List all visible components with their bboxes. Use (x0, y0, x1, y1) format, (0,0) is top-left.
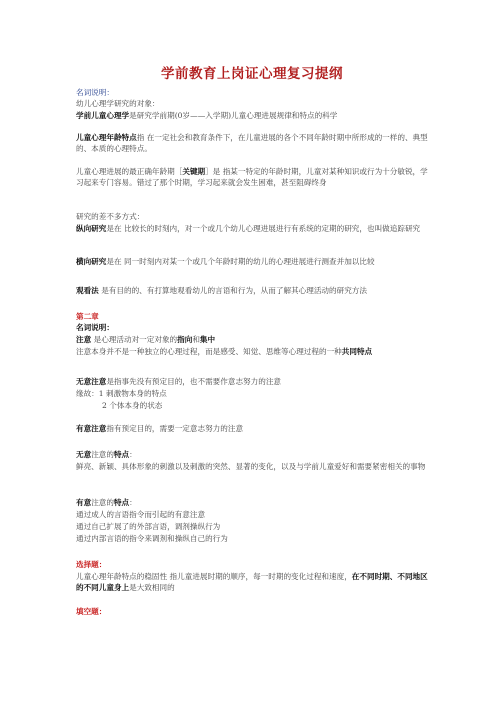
cross-sectional-definition: 横向研究是在 同一时刻内对某一个或几个年龄时期的幼儿的心理进展进行测查并加以比较 (76, 257, 375, 266)
longitudinal-definition: 纵向研究是在 比较长的时刻内，对一个或几个幼儿心理进展进行有系统的定期的研究，也叫做追踪研究 (76, 224, 421, 233)
choice-questions-heading: 选择题： (76, 560, 107, 569)
attention-note: 注意本身并不是一种独立的心理过程，而是感受、知觉、思维等心理过程的一种共同特点 (76, 347, 373, 356)
choice-question-text: 儿童心理年龄特点的稳固性 指儿童进展时期的顺序，每一时期的变化过程和速度，在不同时期、不同地区的不同儿童身上是大致相同的 (76, 572, 428, 592)
unintentional-features-text: 鲜亮、新颖、具体形象的刺激以及刺激的突然、显著的变化，以及与学前儿童爱好和需要紧密相关的事物 (76, 462, 426, 471)
research-object-line: 幼儿心理学研究的对象： (76, 99, 160, 108)
cause-line-1: 缘故：1 刺激物本身的特点 (76, 389, 167, 398)
chapter-2-heading: 第二章 (76, 312, 99, 321)
fill-in-heading: 填空题： (76, 607, 107, 616)
age-characteristics-definition: 儿童心理年龄特点指 在一定社会和教育条件下，在儿童进展的各个不同年龄时期中所形成的一样的、典型的、本质的心理特点。 (76, 133, 428, 153)
attention-definition: 注意 是心理活动对一定对象的指向和集中 (76, 335, 216, 344)
research-methods-heading: 研究的差不多方式： (76, 212, 145, 221)
preschool-psych-definition: 学前儿童心理学是研究学前期(0岁——入学期)儿童心理进展规律和特点的科学 (76, 111, 338, 120)
intentional-features-heading: 有意注意的特点： (76, 498, 137, 507)
intentional-feature-2: 通过自己扩展了的外部言语，调剂操纵行为 (76, 522, 221, 531)
critical-period-definition: 儿童心理进展的最正确年龄期［关键期］是 指某一特定的年龄时期，儿童对某种知识或行为十分敏锐，学习起来专门容易。错过了那个时期，学习起来就会发生困难，甚至阻碍终身 (76, 167, 428, 187)
unintentional-attention-definition: 无意注意是指事先没有预定目的，也不需要作意志努力的注意 (76, 377, 282, 386)
section-heading: 名词说明： (76, 88, 114, 97)
intentional-feature-3: 通过内部言语的指令来调剂和操纵自己的行为 (76, 534, 228, 543)
cause-line-2: 2 个体本身的状态 (102, 401, 163, 410)
unintentional-features-heading: 无意注意的特点： (76, 450, 137, 459)
intentional-feature-1: 通过成人的言语指令而引起的有意注意 (76, 510, 206, 519)
document-title: 学前教育上岗证心理复习提纲 (161, 66, 343, 82)
intentional-attention-definition: 有意注意指有预定目的，需要一定意志努力的注意 (76, 424, 244, 433)
chapter-2-terms: 名词说明： (76, 323, 114, 332)
observation-definition: 观看法 是有目的的、有打算地观看幼儿的言语和行为，从而了解其心理活动的研究方法 (76, 286, 367, 295)
